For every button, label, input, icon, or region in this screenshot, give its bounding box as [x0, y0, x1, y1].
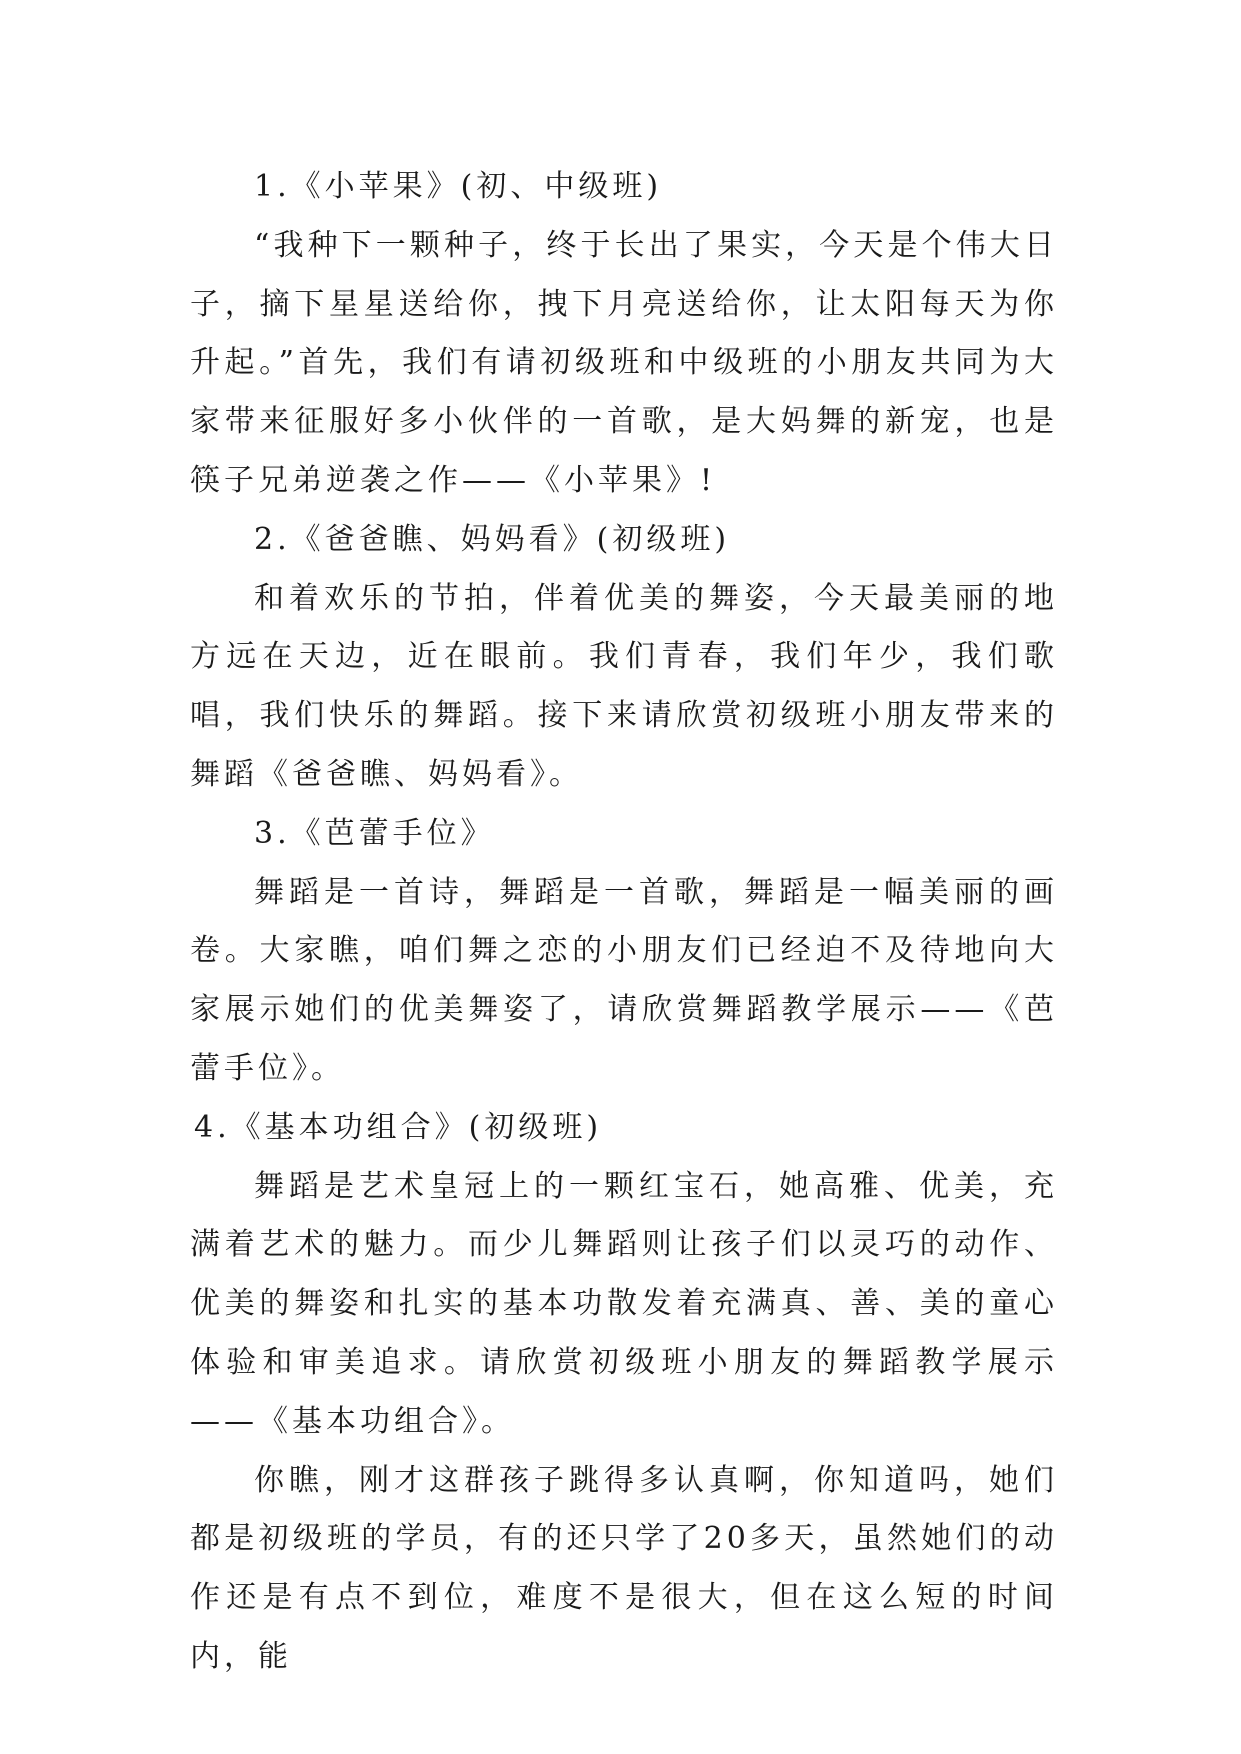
- heading-item-4: 4.《基本功组合》(初级班): [194, 1109, 603, 1145]
- heading-item-3: 3.《芭蕾手位》: [254, 815, 495, 851]
- heading-item-2: 2.《爸爸瞧、妈妈看》(初级班): [254, 521, 731, 557]
- document-body: [190, 158, 1058, 1687]
- paragraph-item-1: “我种下一颗种子，终于长出了果实，今天是个伟大日子，摘下星星送给你，拽下月亮送给你，让太阳每天为你升起。”首先，我们有请初级班和中级班的小朋友共同为大家带来征服好多小伙伴的一首歌，是大妈舞的新宠，也是筷子兄弟逆袭之作——《小苹果》!: [190, 227, 1058, 498]
- heading-item-1: 1.《小苹果》(初、中级班): [254, 169, 663, 204]
- paragraph-item-5: 你瞧，刚才这群孩子跳得多认真啊，你知道吗，她们都是初级班的学员，有的还只学了20多天，虽然她们的动作还是有点不到位，难度不是很大，但在这么短的时间内，能: [190, 1462, 1058, 1674]
- paragraph-item-3: 舞蹈是一首诗，舞蹈是一首歌，舞蹈是一幅美丽的画卷。大家瞧，咱们舞之恋的小朋友们已经迫不及待地向大家展示她们的优美舞姿了，请欣赏舞蹈教学展示——《芭蕾手位》。: [190, 874, 1058, 1086]
- paragraph-item-2: 和着欢乐的节拍，伴着优美的舞姿，今天最美丽的地方远在天边，近在眼前。我们青春，我们年少，我们歌唱，我们快乐的舞蹈。接下来请欣赏初级班小朋友带来的舞蹈《爸爸瞧、妈妈看》。: [190, 580, 1058, 792]
- paragraph-item-4: 舞蹈是艺术皇冠上的一颗红宝石，她高雅、优美，充满着艺术的魅力。而少儿舞蹈则让孩子们以灵巧的动作、优美的舞姿和扎实的基本功散发着充满真、善、美的童心体验和审美追求。请欣赏初级班小朋友的舞蹈教学展示——《基本功组合》。: [190, 1168, 1058, 1439]
